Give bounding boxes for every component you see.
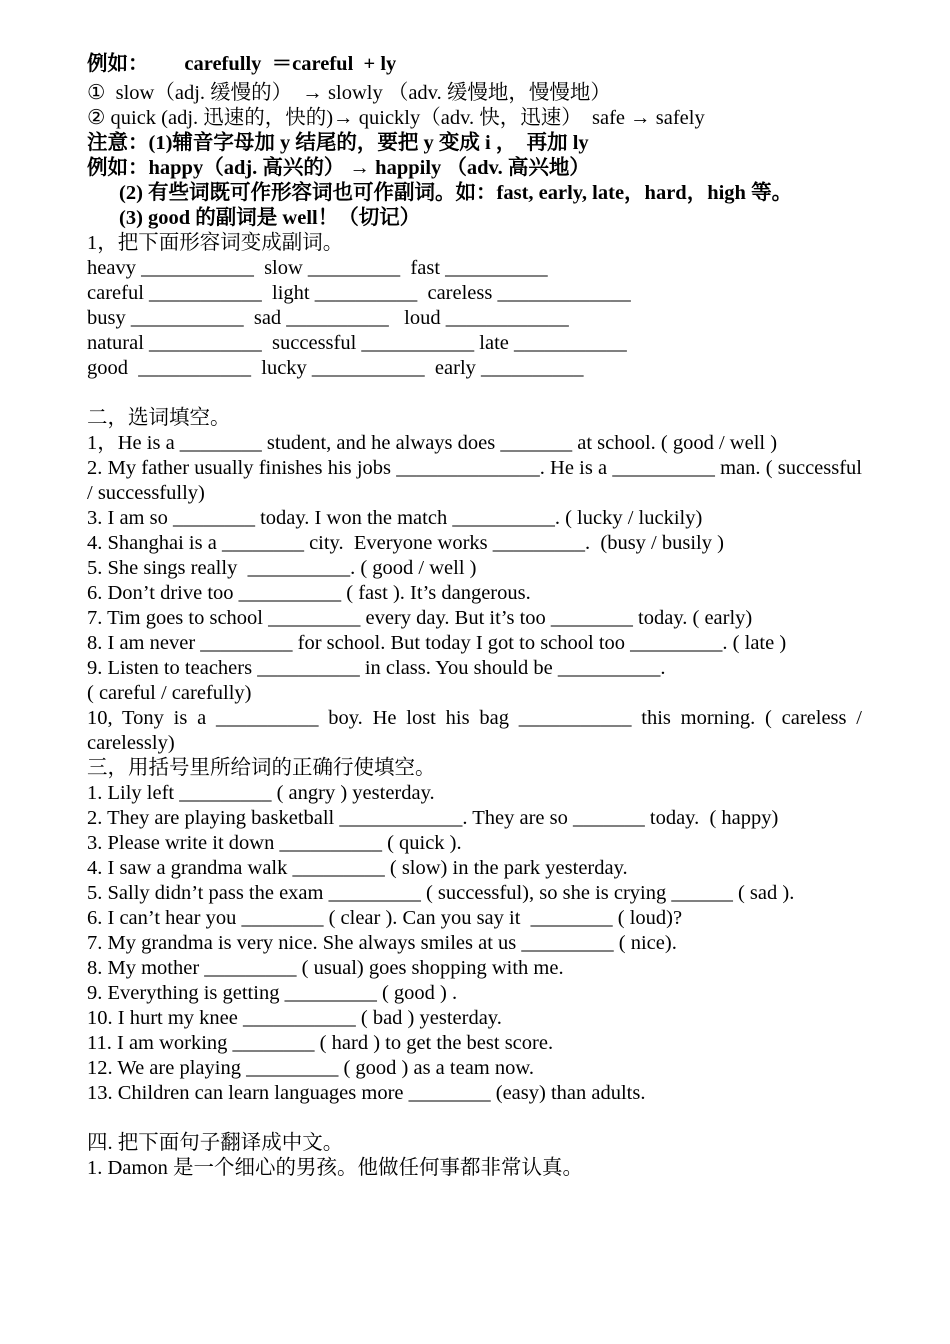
section2-item: 5. She sings really __________. ( good / well )	[87, 557, 477, 579]
section3-item: 2. They are playing basketball ____________. They are so _______ today. ( happy)	[87, 807, 779, 829]
section2-item: 1，He is a ________ student, and he always does _______ at school. ( good / well )	[87, 432, 778, 454]
section2-item: 2. My father usually finishes his jobs ______________. He is a __________ man. ( successful / successfully)	[87, 457, 862, 504]
worksheet-page	[87, 50, 862, 1181]
section2-item-options: ( careful / carefully)	[87, 682, 252, 704]
section3-item: 5. Sally didn’t pass the exam _________ ( successful), so she is crying ______ ( sad ).	[87, 882, 795, 904]
intro-note-happy-example: 例如：happy（adj. 高兴的） → happily （adv. 高兴地）	[87, 157, 590, 179]
section3-item: 10. I hurt my knee ___________ ( bad ) yesterday.	[87, 1007, 502, 1029]
section3-item: 8. My mother _________ ( usual) goes shopping with me.	[87, 957, 564, 979]
section1-title: 1，把下面形容词变成副词。	[87, 232, 344, 254]
section2-title: 二，选词填空。	[87, 407, 231, 429]
section1-row: heavy ___________ slow _________ fast __________	[87, 257, 548, 279]
section1-row: busy ___________ sad __________ loud ____________	[87, 307, 569, 329]
section3-item: 3. Please write it down __________ ( quick ).	[87, 832, 462, 854]
section4-title: 四. 把下面句子翻译成中文。	[87, 1132, 344, 1154]
section3-item: 7. My grandma is very nice. She always smiles at us _________ ( nice).	[87, 932, 677, 954]
intro-example-line: 例如： carefully ＝careful + ly	[87, 53, 397, 75]
section3-item: 12. We are playing _________ ( good ) as a team now.	[87, 1057, 534, 1079]
section3-item: 11. I am working ________ ( hard ) to get the best score.	[87, 1032, 554, 1054]
intro-note-consonant-y: 注意：(1)辅音字母加 y 结尾的，要把 y 变成 i ， 再加 ly	[87, 132, 589, 154]
section2-item: 7. Tim goes to school _________ every day. But it’s too ________ today. ( early)	[87, 607, 753, 629]
section3-item: 13. Children can learn languages more ________ (easy) than adults.	[87, 1082, 646, 1104]
section4-item: 1. Damon 是一个细心的男孩。他做任何事都非常认真。	[87, 1157, 583, 1179]
section1-row: careful ___________ light __________ careless _____________	[87, 282, 631, 304]
spacer	[87, 1106, 862, 1131]
section3-title: 三，用括号里所给词的正确行使填空。	[87, 757, 436, 779]
section3-item: 6. I can’t hear you ________ ( clear ). Can you say it ________ ( loud)?	[87, 907, 683, 929]
intro-rule-slow: ① slow（adj. 缓慢的） → slowly （adv. 缓慢地，慢慢地）	[87, 82, 611, 104]
spacer	[87, 381, 862, 406]
section3-item: 9. Everything is getting _________ ( good ) .	[87, 982, 458, 1004]
section3-item: 1. Lily left _________ ( angry ) yesterday.	[87, 782, 435, 804]
section2-item: 8. I am never _________ for school. But today I got to school too _________. ( late )	[87, 632, 787, 654]
intro-rule-quick: ② quick (adj. 迅速的，快的)→ quickly（adv. 快，迅速） safe → safely	[87, 107, 705, 129]
section1-row: good ___________ lucky ___________ early __________	[87, 357, 584, 379]
section2-item: 6. Don’t drive too __________ ( fast ). It’s dangerous.	[87, 582, 531, 604]
section2-item: 9. Listen to teachers __________ in class. You should be __________.	[87, 657, 666, 679]
section1-row: natural ___________ successful ___________ late ___________	[87, 332, 627, 354]
section2-item: 4. Shanghai is a ________ city. Everyone works _________. (busy / busily )	[87, 532, 724, 554]
intro-note-adj-adv: (2) 有些词既可作形容词也可作副词。如：fast, early, late，hard，high 等。	[119, 182, 793, 204]
intro-note-good-well: (3) good 的副词是 well！（切记）	[119, 207, 421, 229]
section2-item: 10, Tony is a __________ boy. He lost his bag ___________ this morning. ( careless / carelessly)	[87, 707, 862, 754]
section3-item: 4. I saw a grandma walk _________ ( slow) in the park yesterday.	[87, 857, 628, 879]
section2-item: 3. I am so ________ today. I won the match __________. ( lucky / luckily)	[87, 507, 703, 529]
